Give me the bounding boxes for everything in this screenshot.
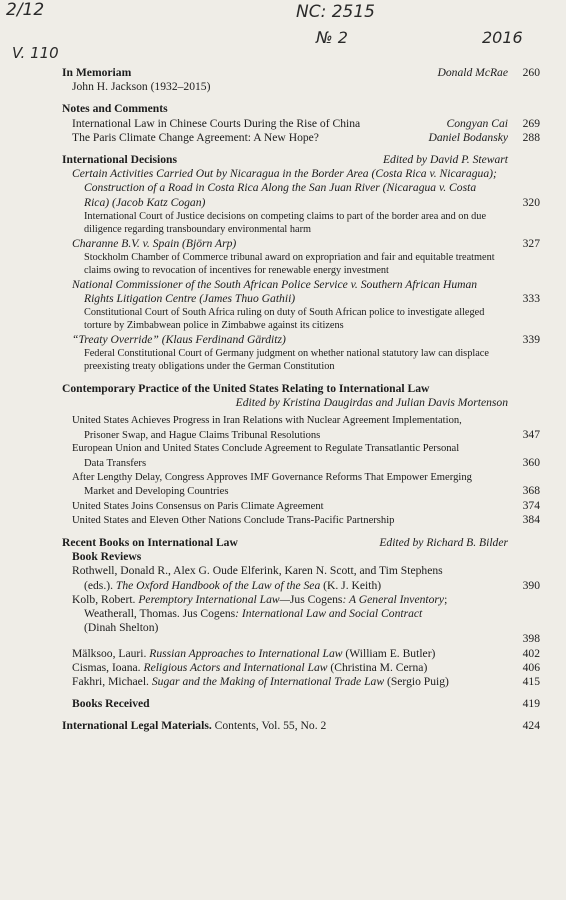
review-text: Fakhri, Michael. <box>72 675 152 689</box>
review-page: 406 <box>522 660 540 674</box>
decision-description: International Court of Justice decisions on competing claims to part of the border area and on due diligence regarding transboundary environmental harm <box>84 210 487 236</box>
decision-description: Stockholm Chamber of Commerce tribunal award on expropriation and fair and equitable treatment claims owing to revocation of incentives for renewable energy investment <box>84 251 495 277</box>
notes-item-title: International Law in Chinese Courts During the Rise of China <box>72 116 361 130</box>
practice-item-row <box>62 499 540 514</box>
decision-title-row <box>62 333 540 347</box>
practice-item-line: Prisoner Swap, and Hague Claims Tribunal Resolutions <box>84 429 321 441</box>
notes-item-author: Daniel Bodansky <box>428 130 508 144</box>
review-reviewer: (William E. Butler) <box>342 646 436 660</box>
decision-title-row <box>62 196 540 210</box>
practice-item-row <box>62 513 540 528</box>
books-heading-row <box>62 536 540 550</box>
decision-page: 320 <box>522 195 540 209</box>
decision-title-row <box>62 237 540 251</box>
handwritten-number: № 2 <box>316 28 348 47</box>
notes-heading: Notes and Comments <box>62 102 168 116</box>
review-text: Weatherall, Thomas. <box>84 607 183 621</box>
decision-description: Federal Constitutional Court of Germany judgment on whether national statutory law can displace preexisting treaty obligations under the German Constitution <box>84 348 489 373</box>
practice-editor: Edited by Kristina Daugirdas and Julian Davis Mortenson <box>235 396 508 410</box>
memoriam-page: 260 <box>522 66 540 79</box>
review-book-title: Peremptory International Law— <box>138 592 290 606</box>
review-book-title: The Oxford Handbook of the Law of the Sea <box>115 578 321 592</box>
practice-item-page: 374 <box>522 498 540 512</box>
practice-item-row <box>62 456 540 471</box>
review-line: (Dinah Shelton) <box>84 621 159 635</box>
decision-page: 333 <box>522 291 540 305</box>
review-text: Cismas, Ioana. <box>72 660 144 674</box>
decision-title-line: Charanne B.V. v. Spain (Björn Arp) <box>72 236 237 250</box>
practice-item-line: Data Transfers <box>84 458 147 470</box>
notes-item <box>62 117 540 131</box>
handwritten-nc: NC: 2515 <box>296 2 375 22</box>
memoriam-heading: In Memoriam <box>62 66 132 79</box>
books-received-label: Books Received <box>72 697 150 711</box>
books-received-row <box>62 697 540 711</box>
practice-item-line: United States Joins Consensus on Paris Climate Agreement <box>72 500 324 512</box>
practice-item-page: 384 <box>522 513 540 527</box>
handwritten-year: 2016 <box>482 28 523 47</box>
review-book-title: : A General Inventory <box>342 592 445 606</box>
handwritten-volume: V. 110 <box>12 44 59 62</box>
practice-item-page: 360 <box>522 456 540 470</box>
memoriam-author: Donald McRae <box>437 66 508 79</box>
decision-title-line: Rica) (Jacob Katz Cogan) <box>84 195 206 209</box>
review-line <box>84 579 508 593</box>
decision-title-row <box>62 292 540 306</box>
review-book-title: : International Law and Social Contract <box>235 607 423 621</box>
practice-item-line: Market and Developing Countries <box>84 486 229 498</box>
decisions-heading: International Decisions <box>62 153 177 167</box>
review-row <box>62 661 540 675</box>
books-received-page: 419 <box>522 697 540 711</box>
decision-title-line: Certain Activities Carried Out by Nicaragua in the Border Area (Costa Rica v. Nicaragua); <box>72 167 497 181</box>
review-text: Mälksoo, Lauri. <box>72 646 150 660</box>
review-text: ; <box>444 592 448 606</box>
practice-item-page: 347 <box>522 427 540 441</box>
table-of-contents <box>62 66 540 734</box>
decision-title-line: “Treaty Override” (Klaus Ferdinand Gärditz) <box>72 332 286 346</box>
notes-item-page: 269 <box>522 116 540 130</box>
review-line <box>62 607 540 621</box>
notes-item-page: 288 <box>522 130 540 144</box>
practice-item-page: 368 <box>522 484 540 498</box>
decision-title-line: Construction of a Road in Costa Rica Along the San Juan River (Nicaragua v. Costa <box>84 181 477 195</box>
decision-title-line: Rights Litigation Centre (James Thuo Gathii) <box>84 291 296 305</box>
review-page: 398 <box>522 632 540 646</box>
review-line <box>62 593 540 607</box>
practice-item-row <box>62 428 540 443</box>
review-book-title: Religious Actors and International Law <box>143 660 328 674</box>
review-page: 402 <box>522 646 540 660</box>
book-reviews-heading: Book Reviews <box>72 550 142 564</box>
decisions-heading-row <box>62 153 540 167</box>
practice-item-line: United States and Eleven Other Nations Conclude Trans-Pacific Partnership <box>72 515 395 527</box>
review-reviewer: (Christina M. Cerna) <box>327 660 428 674</box>
review-text: Jus Cogens <box>289 592 343 606</box>
review-text: Jus Cogens <box>182 607 236 621</box>
review-reviewer: (K. J. Keith) <box>320 578 382 592</box>
decision-title-line: National Commissioner of the South African Police Service v. Southern African Human <box>72 277 478 291</box>
ilm-page: 424 <box>522 719 540 733</box>
review-reviewer: (Sergio Puig) <box>384 675 449 689</box>
decision-page: 327 <box>522 236 540 250</box>
books-heading: Recent Books on International Law <box>62 536 238 550</box>
handwritten-date: 2/12 <box>6 0 45 20</box>
practice-item: United States Achieves Progress in Iran Relations with Nuclear Agreement Implementation, <box>72 415 462 427</box>
notes-item <box>62 131 540 145</box>
review-book-title: Sugar and the Making of International Trade Law <box>151 675 385 689</box>
ilm-row <box>62 719 540 733</box>
decision-page: 339 <box>522 332 540 346</box>
notes-item-author: Congyan Cai <box>446 116 508 130</box>
notes-item-title: The Paris Climate Change Agreement: A New Hope? <box>72 130 319 144</box>
decision-description: Constitutional Court of South Africa ruling on duty of South African police to investigate alleged torture by Zimbabwean police in Zimbabwe against its citizens <box>84 307 485 332</box>
decisions-editor: Edited by David P. Stewart <box>382 153 508 167</box>
books-editor: Edited by Richard B. Bilder <box>379 536 508 550</box>
review-page: 415 <box>522 675 540 689</box>
review-line: Rothwell, Donald R., Alex G. Oude Elferink, Karen N. Scott, and Tim Stephens <box>72 564 443 578</box>
review-row <box>62 579 540 593</box>
memoriam-item: John H. Jackson (1932–2015) <box>72 80 211 94</box>
practice-heading: Contemporary Practice of the United States Relating to International Law <box>62 381 430 395</box>
review-text: (eds.). <box>84 578 116 592</box>
review-row <box>62 647 540 661</box>
ilm-label: International Legal Materials. <box>62 719 212 733</box>
memoriam-heading-row <box>62 66 540 80</box>
practice-item: After Lengthy Delay, Congress Approves IMF Governance Reforms That Empower Emerging <box>72 471 472 483</box>
review-book-title: Russian Approaches to International Law <box>149 646 343 660</box>
review-page: 390 <box>522 578 540 592</box>
practice-item-row <box>62 484 540 499</box>
ilm-rest: Contents, Vol. 55, No. 2 <box>211 719 327 733</box>
review-text: Kolb, Robert. <box>72 592 139 606</box>
review-row <box>62 675 540 689</box>
practice-item: European Union and United States Conclude Agreement to Regulate Transatlantic Personal <box>72 443 460 455</box>
